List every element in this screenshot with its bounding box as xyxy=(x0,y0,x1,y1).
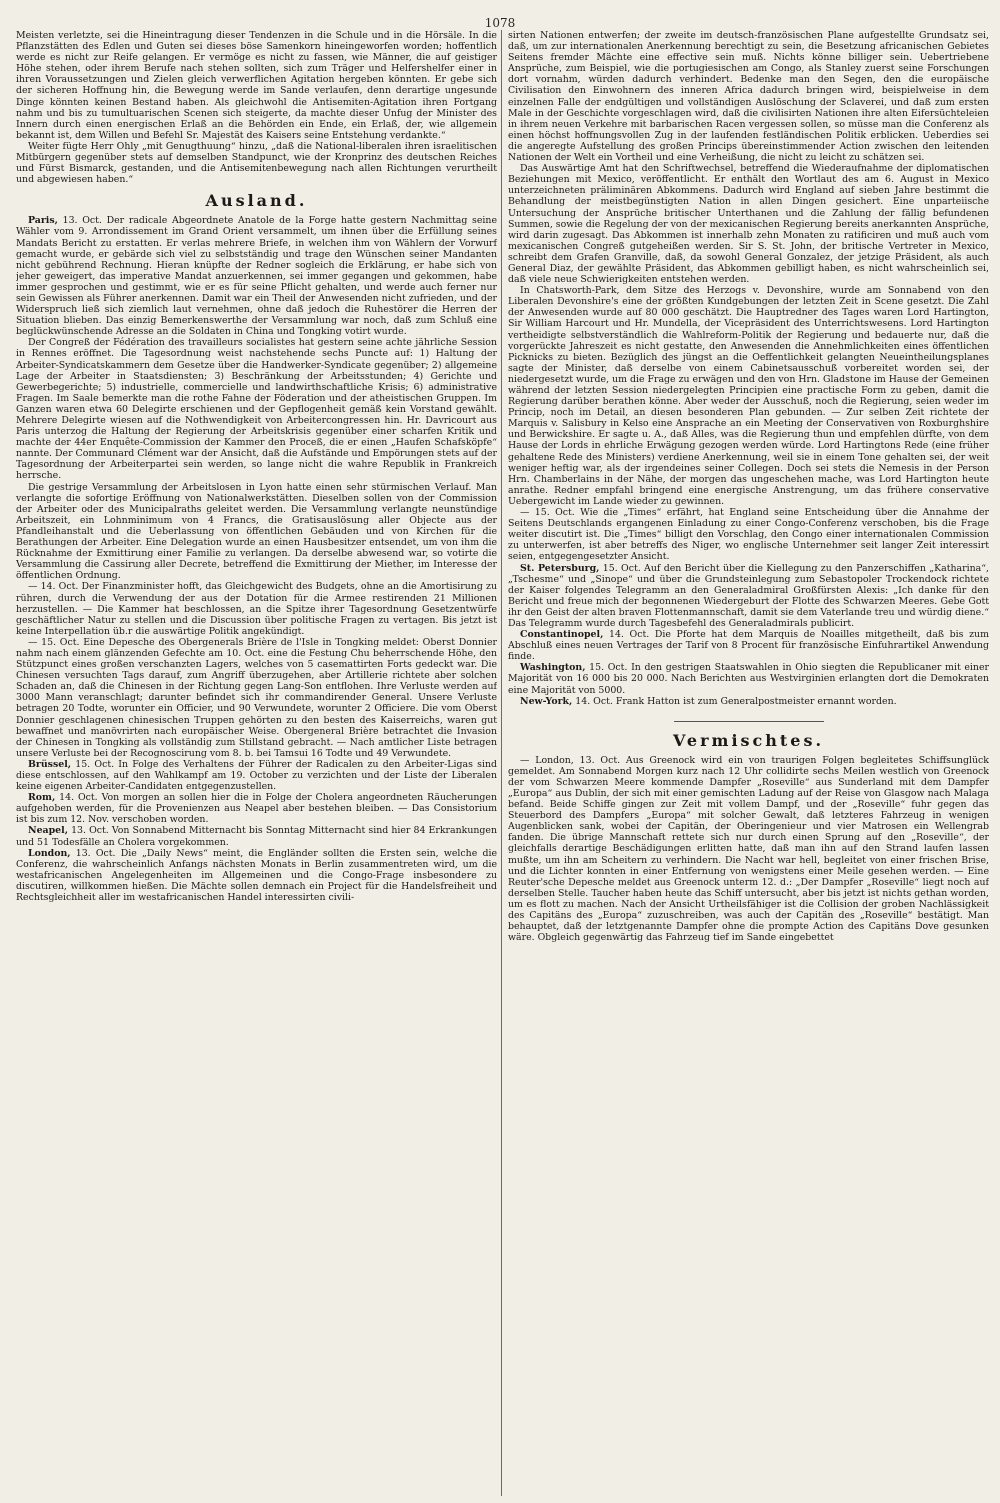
news-item-london xyxy=(16,848,497,903)
dateline-city: Constantinopel, xyxy=(520,629,604,641)
article-paragraph: Weiter fügte Herr Ohly „mit Genugthuung“ hinzu, „daß die National-liberalen ihren israelitischen Mitbürgern gegenüber stets auf demselben Standpunct, wie der Kronprinz des deutschen Reiches und Fürst Bismarck, gestanden, und die Antisemitenbewegung nach allen Richtungen verurtheilt und abgewiesen haben.“ xyxy=(16,140,497,186)
section-rule xyxy=(674,721,824,722)
news-item-constantinopel xyxy=(508,629,989,662)
page-number: 1078 xyxy=(484,16,516,30)
article-paragraph: Die gestrige Versammlung der Arbeitslosen in Lyon hatte einen sehr stürmischen Verlauf. Man verlangte die sofortige Eröffnung von Nationalwerkstätten. Dieselben sollen von der Commission der Arbeiter oder des Municipalraths geleitet werden. Die Versammlung verlangte neunstündige Arbeitszeit, ein Lohnminimum von 4 Francs, die Gratisauslösung aller Objecte aus der Pfandleihanstalt und die Ueberlassung von öffentlichen Gebäuden und von Kirchen für die Berathungen der Arbeiter. Eine Delegation wurde an einen Hausbesitzer entsendet, um von ihm die Rücknahme der Exmittirung einer Familie zu verlangen. Da derselbe abwesend war, so votirte die Versammlung die Cassirung aller Decrete, betreffend die Exmittirung der Miether, im Interesse der öffentlichen Ordnung. xyxy=(16,481,497,582)
dateline-city: Rom, xyxy=(28,792,56,804)
news-text: 15. Oct. Auf den Bericht über die Kiellegung zu den Panzerschiffen „Katharina“, „Tschesme“ und „Sinope“ und über die Grundsteinlegung zum Sebastopoler Trockendock richtete der Kaiser folgendes Telegramm an den Generaladmiral Großfürsten Alexis: „Ich danke für den Bericht und freue mich der begonnenen Wiedergeburt der Flotte des Schwarzen Meeres. Gebe Gott ihr den Geist der alten braven Flottenmannschaft, damit sie dem Vaterlande treu und würdig diene.“ Das Telegramm wurde durch Tagesbefehl des Generaladmirals publicirt. xyxy=(508,562,989,629)
news-text: 13. Oct. Von Sonnabend Mitternacht bis Sonntag Mitternacht sind hier 84 Erkrankungen und 51 Todesfälle an Cholera vorgekommen. xyxy=(16,825,497,848)
news-text: 14. Oct. Frank Hatton ist zum Generalpostmeister ernannt worden. xyxy=(572,695,897,707)
dateline-city: Brüssel, xyxy=(28,758,72,770)
news-text: 14. Oct. Die Pforte hat dem Marquis de Noailles mitgetheilt, daß bis zum Abschluß eines neuen Vertrages der Tarif von 8 Procent für französische Einfuhrartikel Anwendung finde. xyxy=(508,629,989,663)
news-item-st-petersburg xyxy=(508,563,989,630)
news-text: 15. Oct. In Folge des Verhaltens der Führer der Radicalen zu den Arbeiter-Ligas sind diese entschlossen, auf den Wahlkampf am 19. October zu verzichten und der Liste der Liberalen keine eigenen Arbeiter-Candidaten entgegenzustellen. xyxy=(16,758,497,793)
left-column xyxy=(16,30,497,1495)
article-paragraph: — 15. Oct. Eine Depesche des Obergenerals Brière de l'Isle in Tongking meldet: Oberst Donnier nahm nach einem glänzenden Gefechte am 10. Oct. eine die Festung Chu beherrschende Höhe, den Stützpunct eines großen verschanzten Lagers, welches von 5 casemattirten Forts gedeckt war. Die Chinesen versuchten Tags darauf, zum Angriff überzugehen, aber Artillerie richtete aber solchen Schaden an, daß die Chinesen in der Richtung gegen Lang-Son entflohen. Ihre Verluste werden auf 3000 Mann veranschlagt; darunter befindet sich ihr commandirender General. Unsere Verluste betragen 20 Todte, worunter ein Officier, und 90 Verwundete, worunter 2 Officiere. Die vom Oberst Donnier geschlagenen chinesischen Truppen gehörten zu den besten des Kaiserreichs, waren gut bewaffnet und manövrirten nach europäischer Weise. Obergeneral Brière betrachtet die Invasion der Chinesen in Tongking als vollständig zum Stillstand gebracht. — Nach amtlicher Liste betragen unsere Verluste bei der Recognoscirung vom 8. b. bei Tamsui 16 Todte und 49 Verwundete. xyxy=(16,636,497,759)
news-text: 15. Oct. In den gestrigen Staatswahlen in Ohio siegten die Republicaner mit einer Majorität von 16 000 bis 20 000. Nach Berichten aus Westvirginien erlangten dort die Demokraten eine Majorität von 5000. xyxy=(508,662,989,696)
news-text: 13. Oct. Die „Daily News“ meint, die Engländer sollten die Ersten sein, welche die Conferenz, die wahrscheinlich Anfangs nächsten Monats in Berlin zusammentreten wird, um die westafricanischen Angelegenheiten im Allgemeinen und die Congo-Frage insbesondere zu discutiren, willkommen hießen. Die Mächte sollen demnach ein Project für die Handelsfreiheit und Rechtsgleichheit aller im westafricanischen Handel interessirten civili- xyxy=(16,847,497,904)
dateline-city: Washington, xyxy=(520,662,586,674)
section-heading-vermischtes: Vermischtes. xyxy=(672,730,825,750)
article-paragraph: Der Congreß der Fédération des travailleurs socialistes hat gestern seine achte jährliche Session in Rennes eröffnet. Die Tagesordnung weist nachstehende sechs Puncte auf: 1) Haltung der Arbeiter-Syndicatskammern dem Gesetze über die Handwerker-Syndicate gegenüber; 2) allgemeine Lage der Arbeiter in Staatsdiensten; 3) Beschränkung der Arbeitsstunden; 4) Gerichte und Gewerbegerichte; 5) industrielle, commercielle und landwirthschaftliche Krisis; 6) administrative Fragen. Im Saale bemerkte man die rothe Fahne der Föderation und der atheistischen Gruppen. Im Ganzen waren etwa 60 Delegirte erschienen und der Gepflogenheit gemäß kein Vorstand gewählt. Mehrere Delegirte wiesen auf die Nothwendigkeit von Arbeitercongressen hin. Hr. Davricourt aus Paris unterzog die Haltung der Regierung der Arbeitskrisis gegenüber einer scharfen Kritik und machte der 44er Enquête-Commission der Kammer den Proceß, die er einen „Haufen Schafsköpfe“ nannte. Der Communard Clément war der Ansicht, daß die Aufstände und Empörungen stets auf der Tagesordnung der Arbeiterpartei sein werden, so lange nicht die wahre Republik in Frankreich herrsche. xyxy=(16,337,497,482)
article-paragraph: — 15. Oct. Wie die „Times“ erfährt, hat England seine Entscheidung über die Annahme der Seitens Deutschlands ergangenen Einladung zu einer Congo-Conferenz verschoben, bis die Frage weiter discutirt ist. Die „Times“ billigt den Vorschlag, den Congo einer internationalen Commission zu unterwerfen, ist aber betreffs des Niger, wo englische Unternehmer seit langer Zeit interessirt seien, entgegengesetzter Ansicht. xyxy=(508,507,989,563)
dateline-city: Paris, xyxy=(28,215,58,227)
article-paragraph: — London, 13. Oct. Aus Greenock wird ein von traurigen Folgen begleitetes Schiffsunglück gemeldet. Am Sonnabend Morgen kurz nach 12 Uhr collidirte sechs Meilen westlich von Greenock der vom Schwarzen Meere kommende Dampfer „Roseville“ aus Sunderland mit dem Dampfer „Europa“ aus Dublin, der sich mit einer gemischten Ladung auf der Reise von Glasgow nach Malaga befand. Beide Schiffe gingen zur Zeit mit vollem Dampf, und der „Roseville“ fuhr gegen das Steuerbord des Dampfers „Europa“ mit solcher Gewalt, daß letzteres Fahrzeug in wenigen Augenblicken sank, wobei der Capitän, der Oberingenieur und vier Matrosen ein Wellengrab fanden. Die übrige Mannschaft rettete sich nur durch einen Sprung auf den „Roseville“, der gleichfalls derartige Beschädigungen erlitten hatte, daß man ihn auf den Strand laufen lassen mußte, um ihn am Scheitern zu verhindern. Die Nacht war hell, begleitet von einer frischen Brise, und die Lichter konnten in einer Entfernung von wenigstens einer Meile gesehen werden. — Eine Reuter'sche Depesche meldet aus Greenock unterm 12. d.: „Der Dampfer „Roseville“ liegt noch auf derselben Stelle. Taucher haben heute das Schiff untersucht, aber bis jetzt ist nichts gethan worden, um es flott zu machen. Nach der Ansicht Urtheilsfähiger ist die Collision der groben Nachlässigkeit des Capitäns des „Europa“ zuzuschreiben, was auch der Capitän des „Roseville“ bestätigt. Man behauptet, daß der letztgenannte Dampfer ohne die prompte Action des Capitäns Dove gesunken wäre. Obgleich gegenwärtig das Fahrzeug tief im Sande eingebettet xyxy=(508,754,989,944)
section-heading-ausland: Ausland. xyxy=(205,191,308,211)
news-item-neapel xyxy=(16,825,497,847)
dateline-city: London, xyxy=(28,847,71,859)
article-paragraph: In Chatsworth-Park, dem Sitze des Herzogs v. Devonshire, wurde am Sonnabend von den Liberalen Devonshire's eine der größten Kundgebungen der letzten Zeit in Scene gesetzt. Die Zahl der Anwesenden wurde auf 80 000 geschätzt. Die Hauptredner des Tages waren Lord Hartington, Sir William Harcourt und Hr. Mundella, der Vicepräsident des Unterrichtswesens. Lord Hartington vertheidigte selbstverständlich die Wahlreform-Politik der Regierung und bedauerte nur, daß die vorgerückte Jahreszeit es nicht gestatte, den Anwesenden die Annehmlichkeiten eines öffentlichen Picknicks zu bieten. Bezüglich des jüngst an die Oeffentlichkeit gelangten Neueintheilungsplanes sagte der Minister, daß derselbe von einem Cabinetsausschuß vorbereitet worden sei, der niedergesetzt wurde, um die Frage zu erwägen und den von Hrn. Gladstone im Hause der Gemeinen während der letzten Session niedergelegten Principien eine practische Form zu geben, damit die Regierung darüber berathen könne. Aber weder der Ausschuß, noch die Regierung, seien weder im Princip, noch im Detail, an diesen besonderen Plan gebunden. — Zur selben Zeit richtete der Marquis v. Salisbury in Kelso eine Ansprache an ein Meeting der Conservativen von Roxburghshire und Berwickshire. Er sagte u. A., daß Alles, was die Regierung thun und empfehlen dürfte, von dem Hause der Lords in ehrliche Erwägung gezogen werden würde. Lord Hartingtons Rede (eine früher gehaltene Rede des Ministers) verdiene Anerkennung, weil sie in einem Tone gehalten sei, der weit weniger heftig war, als der irgendeines seiner Collegen. Doch sei stets die Nemesis in der Person Hrn. Chamberlains in der Nähe, der morgen das ungeschehen mache, was Lord Hartington heute anrathe. Redner empfahl bringend eine energische Anstrengung, um das frühere conservative Uebergewicht im Lande wieder zu gewinnen. xyxy=(508,285,989,507)
news-item-washington xyxy=(508,662,989,695)
dateline-city: St. Petersburg, xyxy=(520,562,600,574)
news-text: 13. Oct. Der radicale Abgeordnete Anatole de la Forge hatte gestern Nachmittag seine Wähler vom 9. Arrondissement im Grand Orient versammelt, um ihnen über die Erfüllung seines Mandats Bericht zu erstatten. Er verlas mehrere Briefe, in welchen ihm von Wählern der Vorwurf gemacht wurde, er gebärde sich viel zu selbstständig und trage den Wünschen seiner Mandanten nicht gebührend Rechnung. Hieran knüpfte der Redner sogleich die Erklärung, er habe sich von jeher geweigert, das imperative Mandat anzuerkennen, sei immer gegangen und gekommen, habe immer gesprochen und gestimmt, wie er es für seine Pflicht gehalten, und werde auch ferner nur sein Gewissen als Führer anerkennen. Damit war ein Theil der Anwesenden nicht zufrieden, und der Widerspruch ließ sich ziemlich laut vernehmen, ohne daß jedoch die Ruhestörer die Herren der Situation blieben. Das einzig Bemerkenswerthe der Versammlung war noch, daß zum Schluß eine beglückwünschende Adresse an die Soldaten in China und Tongking votirt wurde. xyxy=(16,215,497,338)
news-text: 14. Oct. Von morgen an sollen hier die in Folge der Cholera angeordneten Räucherungen aufgehoben werden, für die Provenienzen aus Neapel aber bestehen bleiben. — Das Consistorium ist bis zum 12. Nov. verschoben worden. xyxy=(16,792,497,826)
article-paragraph: sirten Nationen entwerfen; der zweite im deutsch-französischen Plane aufgestellte Grundsatz sei, daß, um zur internationalen Anerkennung berechtigt zu sein, die Besetzung africanischen Gebietes Seitens fremder Mächte eine effective sein muß. Nichts könne billiger sein. Uebertriebene Ansprüche, zum Beispiel, wie die portugiesischen am Congo, als Stanley zuerst seine Forschungen dort vornahm, würden dadurch verhindert. Bedenke man den Segen, den die europäische Civilisation den Einwohnern des inneren Africa dadurch bringen wird, beispielweise in dem einzelnen Falle der endgültigen und vollständigen Auslöschung der Sclaverei, und daß zum ersten Male in der Geschichte vorgeschlagen wird, daß die civilisirten Nationen ihre alten Eifersüchteleien in ihrem neuen Verkehre mit barbarischen Racen vergessen sollen, so müsse man die Conferenz als einen höchst hoffnungsvollen Zug in der laufenden festländischen Politik erblicken. Ueberdies sei die angeregte Aufstellung des großen Princips übereinstimmender Action zwischen den leitenden Nationen der Welt ein Vortheil und eine Verheißung, die nicht zu leicht zu schätzen sei. xyxy=(508,30,989,164)
news-item-new-york xyxy=(508,696,989,707)
news-item-paris xyxy=(16,215,497,337)
news-item-rom xyxy=(16,792,497,825)
dateline-city: New-York, xyxy=(520,695,573,707)
column-divider xyxy=(501,30,502,1496)
article-paragraph: — 14. Oct. Der Finanzminister hofft, das Gleichgewicht des Budgets, ohne an die Amortisirung zu rühren, durch die Verwendung der aus der Dotation für die Armee restirenden 21 Millionen herzustellen. — Die Kammer hat beschlossen, an die Spitze ihrer Tagesordnung Gesetzentwürfe geschäftlicher Natur zu stellen und die Discussion über politische Fragen zu vertagen. Bis jetzt ist keine Interpellation üb.r die auswärtige Politik angekündigt. xyxy=(16,581,497,637)
article-paragraph: Meisten verletzte, sei die Hineintragung dieser Tendenzen in die Schule und in die Hörsäle. In die Pflanzstätten des Edlen und Guten sei dieses böse Samenkorn hineingeworfen worden; hoffentlich werde es nicht zur Reife gelangen. Er vermöge es nicht zu fassen, wie Männer, die auf geistiger Höhe stehen, oder ihrem Berufe nach stehen sollten, sich zum Träger und Helfershelfer einer in ihren Voraussetzungen und Zielen gleich verwerflichen Agitation hergeben könnten. Er gebe sich der sicheren Hoffnung hin, die Bewegung werde im Sande verlaufen, denn derartige ungesunde Dinge könnten keinen Bestand haben. Als gleichwohl die Antisemiten-Agitation ihren Fortgang nahm und bis zu tumultuarischen Scenen sich steigerte, da machte dieser Unfug der Minister des Innern durch einen energischen Erlaß an die Behörden ein Ende, ein Erlaß, der, wie allgemein bekannt ist, dem Willen und Befehl Sr. Majestät des Kaisers seine Entstehung verdankte.“ xyxy=(16,30,497,141)
dateline-city: Neapel, xyxy=(28,825,68,837)
news-item-bruessel xyxy=(16,759,497,792)
right-column xyxy=(508,30,989,1495)
article-paragraph: Das Auswärtige Amt hat den Schriftwechsel, betreffend die Wiederaufnahme der diplomatischen Beziehungen mit Mexico, veröffentlicht. Er enthält den Wortlaut des am 6. August in Mexico unterzeichneten präliminären Abkommens. Dadurch wird England auf sieben Jahre bestimmt die Behandlung der meistbegünstigten Nation in allen Dingen gesichert. Eine unparteiische Untersuchung der Ansprüche britischer Unterthanen und die Zahlung der fällig befundenen Summen, sowie die Regelung der von der mexicanischen Regierung bereits anerkannten Ansprüche, wird darin zugesagt. Das Abkommen ist innerhalb zehn Monaten zu ratificiren und muß auch vom mexicanischen Congreß gutgeheißen werden. Sir S. St. John, der britische Vertreter in Mexico, schreibt dem Grafen Granville, daß, da sowohl General Gonzalez, der jetzige Präsident, als auch General Diaz, der gewählte Präsident, das Abkommen gebilligt haben, es nicht wahrscheinlich sei, daß viele neue Schwierigkeiten entstehen werden. xyxy=(508,163,989,286)
